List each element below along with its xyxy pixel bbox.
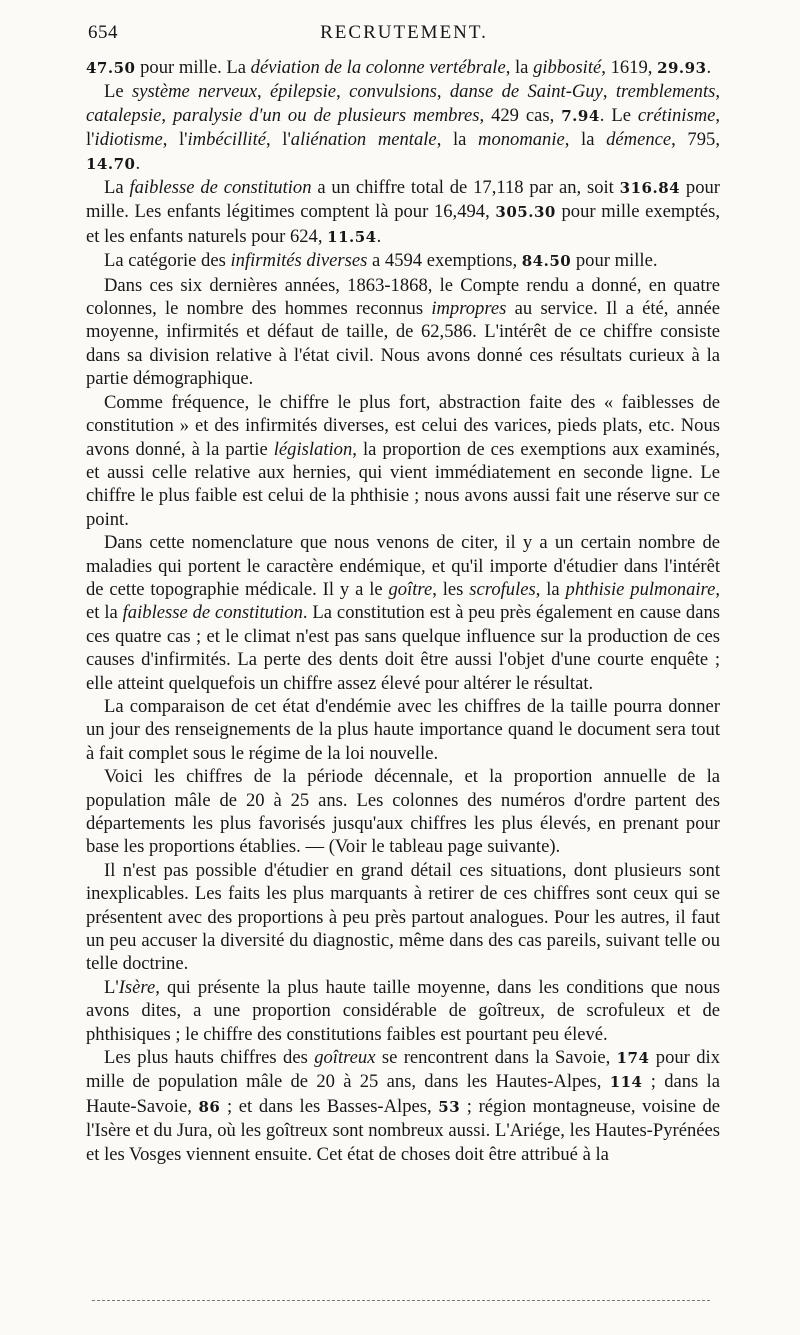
bold-figure: 86 (198, 1097, 221, 1116)
text-run: pour mille exemptés, et les enfants naturels pour 624, (86, 201, 720, 247)
text-run: , (715, 81, 721, 103)
bold-figure: 316.84 (619, 179, 681, 198)
italic-term: crétinisme (637, 104, 716, 126)
paragraph (86, 976, 720, 1046)
text-run: ; dans la Haute-Savoie, (86, 1071, 720, 1117)
italic-term: monomanie (478, 129, 565, 151)
italic-term: faiblesse de constitution (129, 177, 312, 199)
text-run: a 4594 exemptions, (367, 250, 522, 272)
paragraph (86, 176, 720, 249)
text-run: pour mille. Les enfants légitimes comptent là pour 16,494, (86, 177, 721, 223)
body-text (86, 56, 720, 1166)
text-run: . (135, 152, 141, 174)
text-run: Dans ces six dernières années, 1863-1868, le Compte rendu a donné, en quatre colonnes, le nombre des hommes reconnus (86, 274, 720, 320)
italic-term: législation (273, 438, 353, 460)
text-run: L' (104, 976, 119, 998)
text-run: , et la (86, 578, 720, 624)
paragraph (86, 391, 720, 531)
bold-figure: 14.70 (86, 154, 136, 173)
paragraph (86, 531, 720, 695)
text-run: ; région montagneuse, voisine de l'Isère et du Jura, où les goîtreux sont nombreux aussi. L'Ariége, les Hautes-Pyrénées et les Vosges viennent ensuite. Cet état de choses doit être attribué à la (86, 1095, 720, 1165)
text-run: Comme fréquence, le chiffre le plus fort, abstraction faite des « faiblesses de constitution » et des infirmités diverses, est celui des varices, pieds plats, etc. Nous avons donné, à la partie (86, 391, 720, 460)
running-title: RECRUTEMENT. (320, 22, 488, 43)
italic-term: tremblements (615, 81, 716, 103)
page-bottom-rule (92, 1300, 710, 1301)
text-run: , (602, 81, 616, 103)
italic-term: danse de Saint-Guy (449, 81, 603, 103)
text-run: , la (535, 578, 566, 600)
italic-term: déviation de la colonne vertébrale (250, 57, 506, 78)
text-run: , (336, 81, 350, 103)
italic-term: faiblesse de constitution (122, 602, 303, 624)
paragraph (86, 80, 720, 176)
page-number: 654 (88, 22, 118, 43)
bold-figure: 114 (609, 1073, 643, 1092)
text-run: La (104, 177, 130, 199)
bold-figure: 84.50 (521, 252, 572, 271)
text-run: , l' (162, 129, 188, 151)
text-run: , l' (266, 129, 291, 151)
italic-term: idiotisme (94, 129, 163, 151)
italic-term: épilepsie (269, 81, 337, 103)
running-header (88, 22, 720, 52)
paragraph (86, 765, 720, 859)
italic-term: phthisie pulmonaire (565, 578, 716, 600)
bold-figure: 305.30 (495, 203, 556, 222)
paragraph (86, 56, 720, 80)
italic-term: imbécillité (187, 129, 266, 151)
italic-term: système nerveux (131, 81, 257, 103)
text-run: a un chiffre total de 17,118 par an, soit (311, 177, 620, 199)
bold-figure: 174 (616, 1049, 650, 1068)
text-run: , 429 cas, (479, 104, 562, 126)
text-run: , la (564, 129, 607, 151)
text-run: Le (104, 81, 132, 103)
text-run: , qui présente la plus haute taille moyenne, dans les conditions que nous avons dites, a une proportion considérable de goîtreux, de scrofuleux et de phthisiques ; le chiffre des constitutions faibles est pourtant peu élevé. (86, 976, 720, 1045)
bold-figure: 29.93 (657, 59, 707, 77)
italic-term: goître (388, 578, 433, 600)
paragraph (86, 274, 720, 391)
text-run: . Le (599, 104, 638, 126)
text-run: se rencontrent dans la Savoie, (375, 1047, 617, 1069)
paragraph (86, 859, 720, 976)
text-run: . La constitution est à peu près également en cause dans ces quatre cas ; et le climat n'est pas sans quelque influence sur la production de ces causes d'infirmités. La perte des dents doit être aussi l'objet d'une courte enquête ; elle atteint quelquefois un chiffre assez élevé pour altérer le résultat. (86, 602, 720, 694)
text-run: , la (505, 57, 534, 78)
italic-term: démence (606, 129, 672, 151)
text-run: Voici les chiffres de la période décennale, et la proportion annuelle de la population mâle de 20 à 25 ans. Les colonnes des numéros d'ordre partent des départements les plus favorisés jusqu'aux chiffres les plus élevés, en prenant pour base les proportions établies. — (Voir le tableau page suivante). (86, 766, 720, 858)
text-run: , 795, (671, 129, 720, 151)
text-run: . (706, 57, 712, 78)
text-run: Il n'est pas possible d'étudier en grand détail ces situations, dont plusieurs sont inexplicables. Les faits les plus marquants à retirer de ces chiffres sont ceux qui se présentent avec des proportions à peu près partout analogues. Pour les autres, il faut un peu accuser la diversité du diagnostic, même dans des cas pareils, suivant telle ou telle doctrine. (86, 859, 720, 975)
paragraph (86, 249, 720, 273)
italic-term: goîtreux (314, 1047, 376, 1069)
text-run: pour dix mille de population mâle de 20 à 25 ans, dans les Hautes-Alpes, (86, 1047, 721, 1093)
text-run: , les (432, 578, 470, 600)
italic-term: catalepsie (86, 104, 162, 126)
text-run: , (436, 81, 450, 103)
text-run: , (161, 104, 173, 126)
bold-figure: 11.54 (327, 227, 377, 246)
text-run: ; et dans les Basses-Alpes, (220, 1095, 439, 1117)
italic-term: aliénation mentale (290, 129, 437, 151)
italic-term: infirmités diverses (230, 250, 368, 272)
italic-term: paralysie d'un ou de plusieurs membres (172, 104, 480, 126)
text-run: , 1619, (601, 57, 658, 78)
italic-term: scrofules (469, 578, 536, 600)
text-run: , la (436, 129, 479, 151)
text-run: , l' (86, 104, 721, 151)
text-run: La comparaison de cet état d'endémie avec les chiffres de la taille pourra donner un jour des renseignements de la plus haute importance quand le document sera tout à fait complet sous le régime de la loi nouvelle. (86, 695, 720, 764)
text-run: , la proportion de ces exemptions aux examinés, et aussi celle relative aux hernies, qui vient immédiatement en seconde ligne. Le chiffre le plus faible est celui de la phthisie ; nous avons aussi fait une réserve sur ce point. (86, 438, 720, 530)
text-run: pour mille. (571, 250, 658, 272)
text-run: Dans cette nomenclature que nous venons de citer, il y a un certain nombre de maladies qui portent le caractère endémique, et qu'il importe d'étudier dans l'intérêt de cette topographie médicale. Il y a le (86, 532, 720, 600)
text-run: au service. Il a été, année moyenne, infirmités et défaut de taille, de 62,586. L'intérêt de ce chiffre consiste dans sa division relative à l'état civil. Nous avons donné ces résultats curieux à la partie démographique. (86, 298, 720, 390)
bold-figure: 47.50 (86, 59, 136, 77)
text-run: , (256, 81, 270, 103)
text-run: Les plus hauts chiffres des (104, 1047, 315, 1069)
paragraph (86, 1046, 720, 1166)
italic-term: impropres (431, 298, 507, 320)
text-run: pour mille. La (135, 57, 251, 78)
italic-term: convulsions (349, 81, 437, 103)
paragraph (86, 695, 720, 765)
italic-term: Isère (118, 976, 156, 998)
italic-term: gibbosité (533, 57, 602, 78)
bold-figure: 53 (438, 1097, 461, 1116)
bold-figure: 7.94 (561, 106, 600, 125)
text-run: La catégorie des (104, 250, 231, 272)
text-run: . (376, 225, 382, 247)
